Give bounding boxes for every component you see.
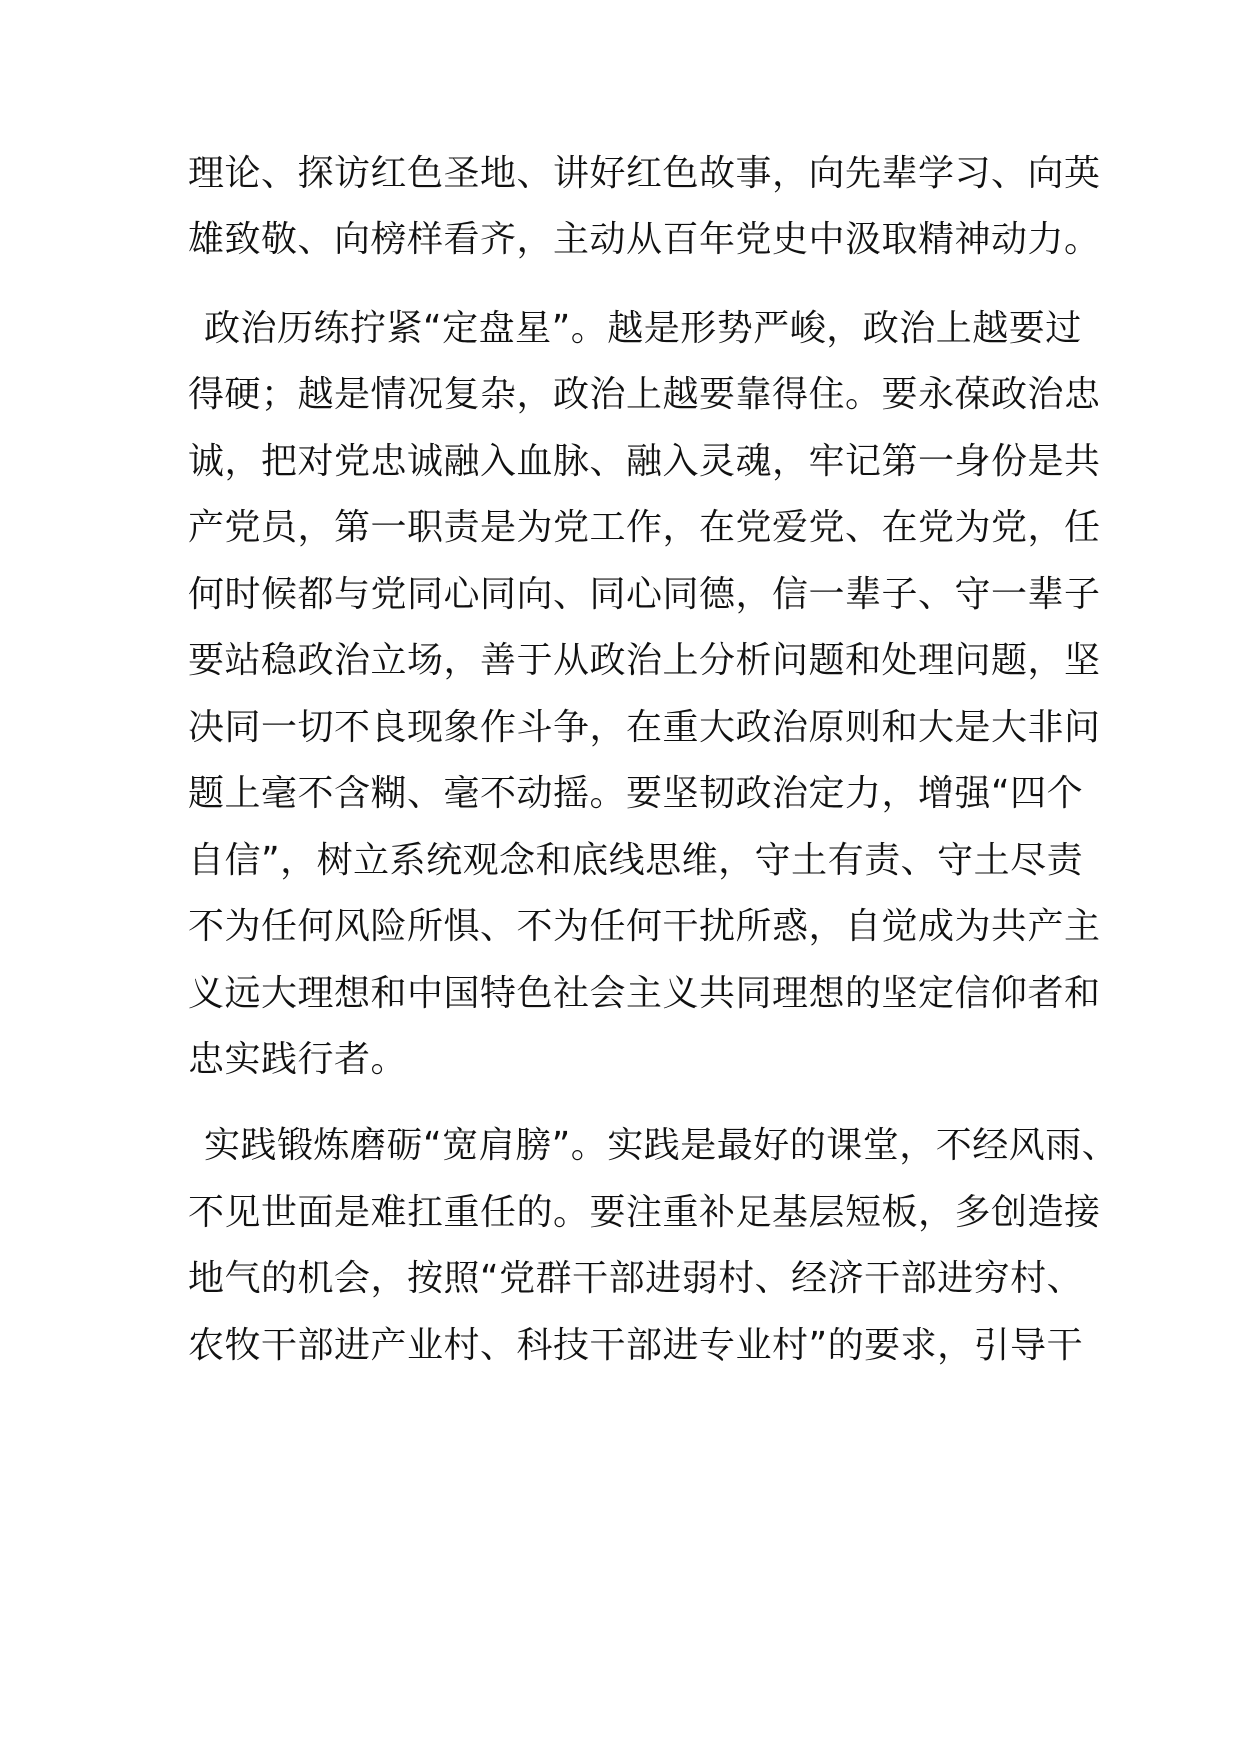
paragraph-2-line-1: 政治历练拧紧“定盘星”。越是形势严峻，政治上越要过 <box>204 308 1082 349</box>
paragraph-2-line-6: 要站稳政治立场，善于从政治上分析问题和处理问题，坚 <box>188 640 1101 681</box>
paragraph-2-line-3: 诚，把对党忠诚融入血脉、融入灵魂，牢记第一身份是共 <box>188 441 1101 482</box>
paragraph-2-line-4: 产党员，第一职责是为党工作，在党爱党、在党为党，任 <box>188 507 1101 548</box>
paragraph-2-line-10: 不为任何风险所惧、不为任何干扰所惑，自觉成为共产主 <box>188 906 1101 947</box>
paragraph-3-line-2: 不见世面是难扛重任的。要注重补足基层短板，多创造接 <box>188 1192 1101 1233</box>
paragraph-2-line-12: 忠实践行者。 <box>188 1039 408 1080</box>
paragraph-3-line-1: 实践锻炼磨砺“宽肩膀”。实践是最好的课堂，不经风雨、 <box>204 1125 1119 1166</box>
paragraph-1-line-2: 雄致敬、向榜样看齐，主动从百年党史中汲取精神动力。 <box>188 219 1101 260</box>
paragraph-2-line-8: 题上毫不含糊、毫不动摇。要坚韧政治定力，增强“四个 <box>188 773 1084 814</box>
paragraph-2-line-11: 义远大理想和中国特色社会主义共同理想的坚定信仰者和 <box>188 973 1101 1014</box>
paragraph-1-line-1: 理论、探访红色圣地、讲好红色故事，向先辈学习、向英 <box>188 153 1101 194</box>
paragraph-2-line-2: 得硬；越是情况复杂，政治上越要靠得住。要永葆政治忠 <box>188 374 1101 415</box>
paragraph-3-line-3: 地气的机会，按照“党群干部进弱村、经济干部进穷村、 <box>188 1258 1084 1299</box>
paragraph-2-line-5: 何时候都与党同心同向、同心同德，信一辈子、守一辈子 <box>188 574 1101 615</box>
paragraph-2-line-7: 决同一切不良现象作斗争，在重大政治原则和大是大非问 <box>188 707 1101 748</box>
paragraph-3-line-4: 农牧干部进产业村、科技干部进专业村”的要求，引导干 <box>188 1325 1084 1366</box>
paragraph-2-line-9: 自信”，树立系统观念和底线思维，守土有责、守土尽责 <box>188 840 1084 881</box>
